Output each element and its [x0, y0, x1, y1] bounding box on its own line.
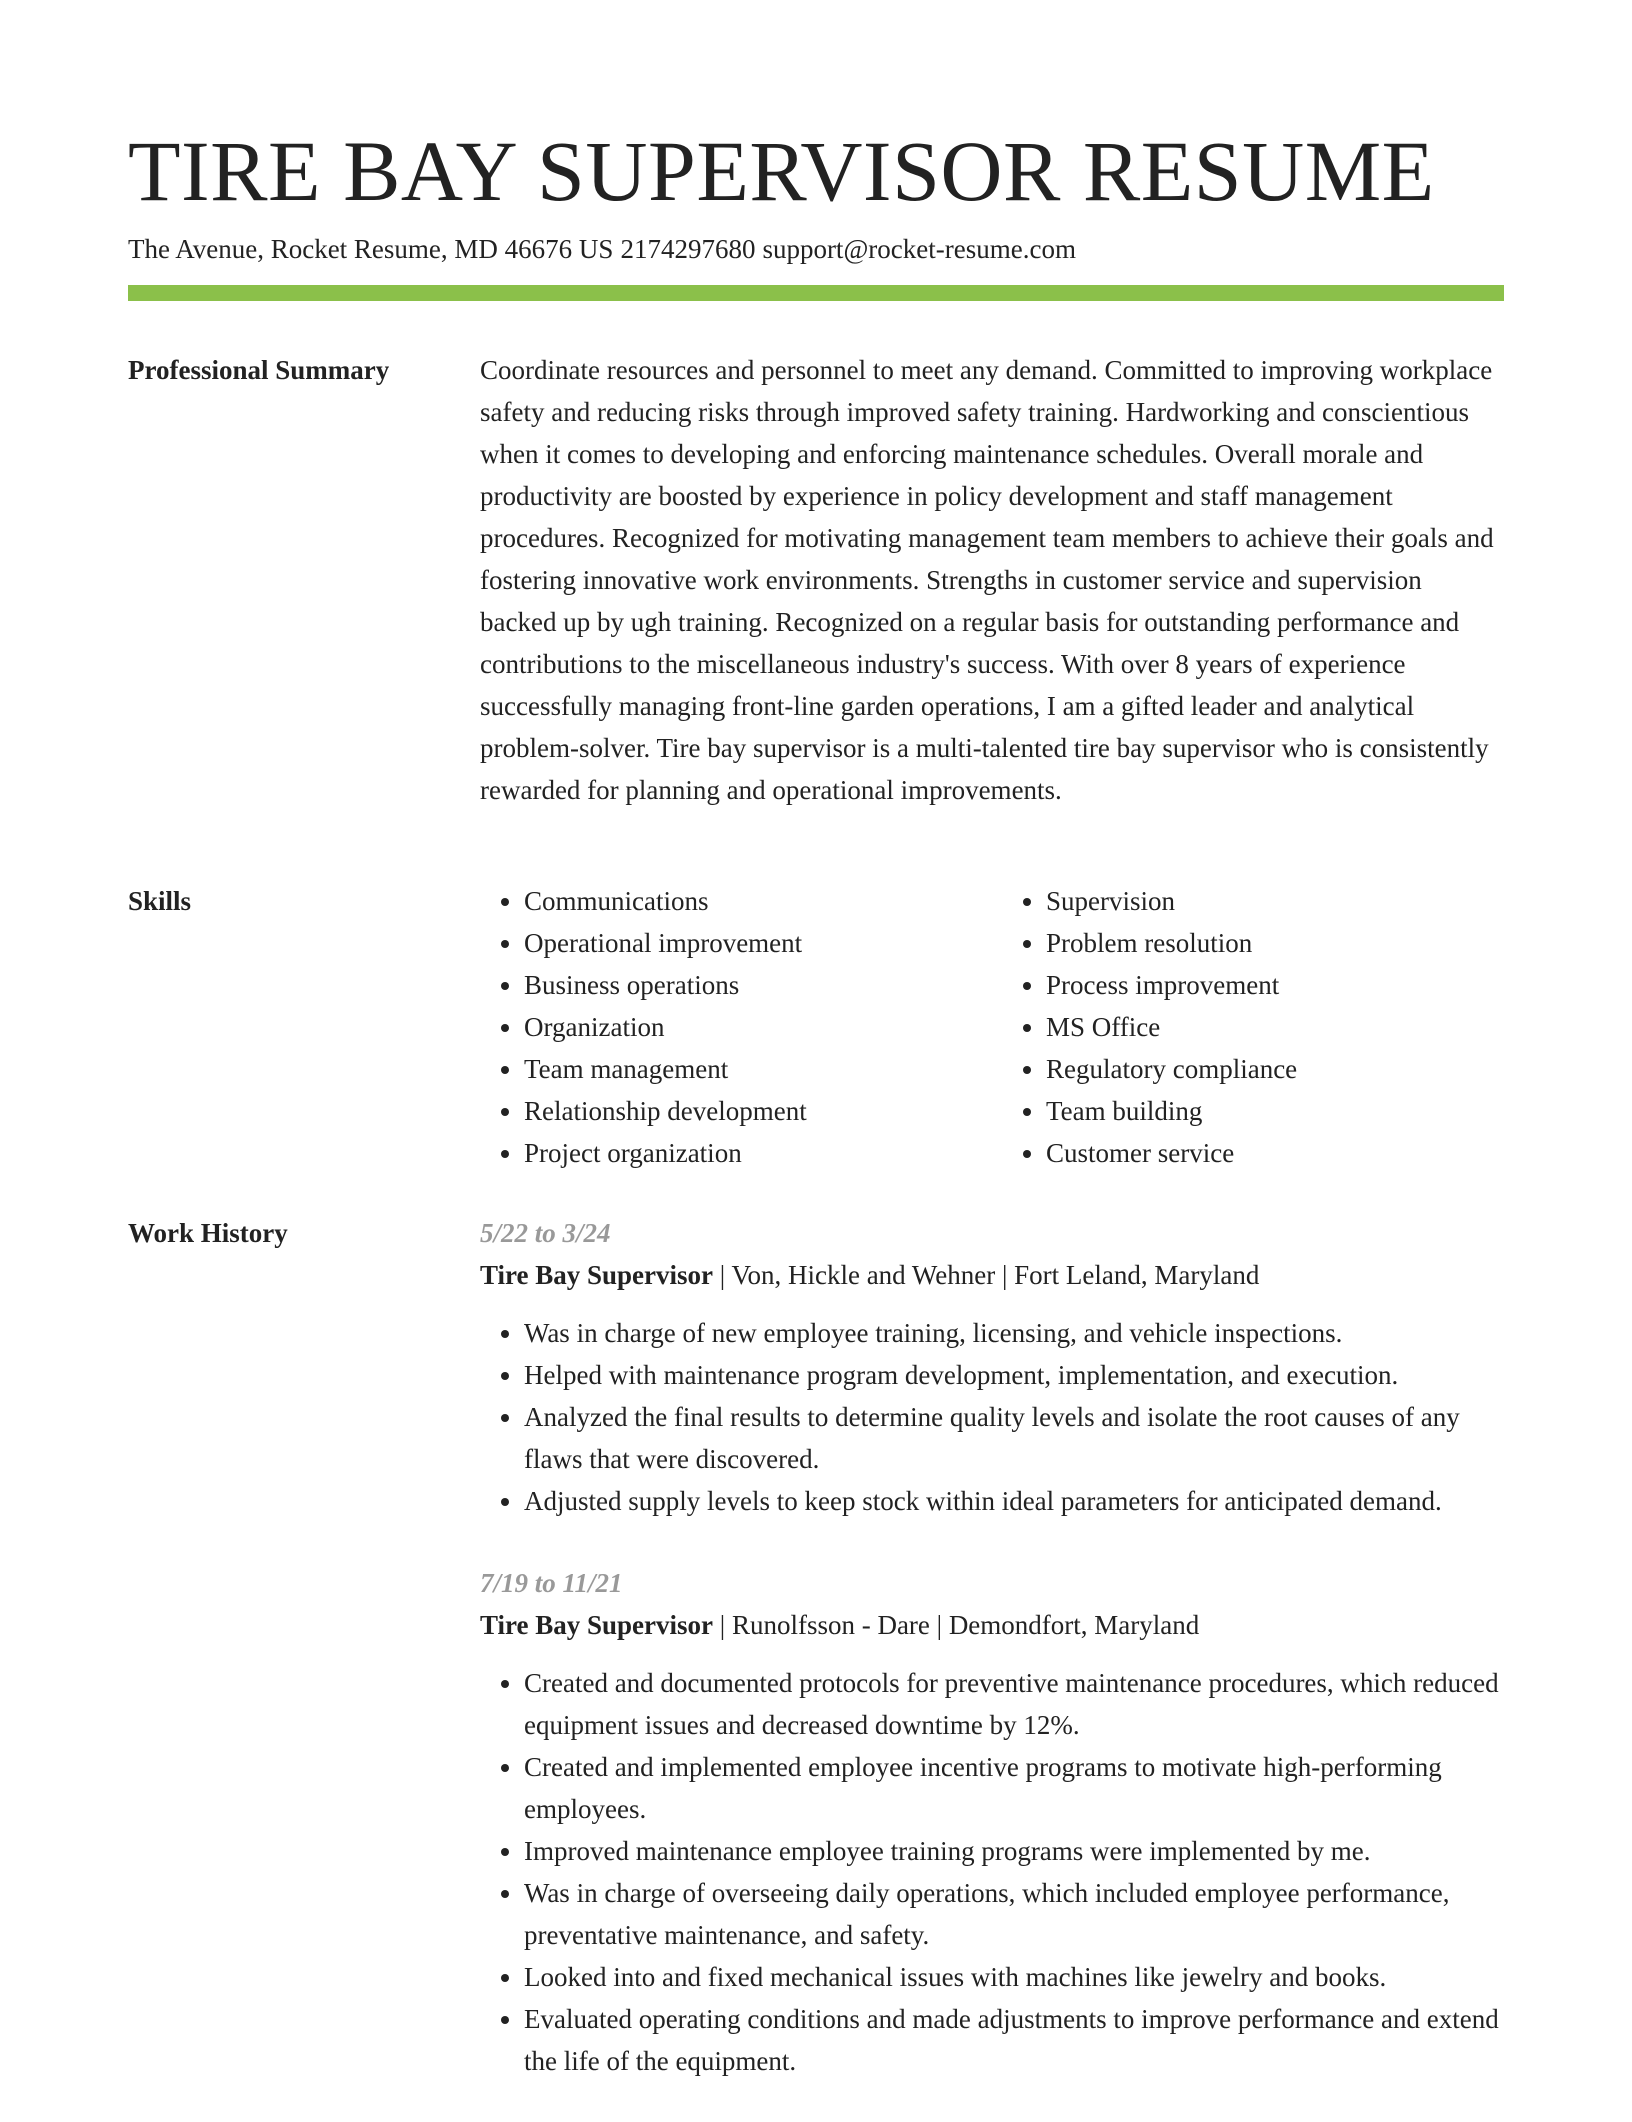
job-heading	[480, 1604, 1504, 1646]
job-separator: |	[1001, 1260, 1008, 1290]
skill-item: • Customer service	[1046, 1132, 1504, 1174]
job-separator: |	[936, 1610, 943, 1640]
job-separator: |	[719, 1610, 726, 1640]
professional-summary-body	[480, 349, 1504, 811]
professional-summary-label: Professional Summary	[128, 355, 390, 385]
header-accent-bar	[128, 285, 1504, 301]
job-bullets	[480, 1662, 1504, 2082]
skill-item: • MS Office	[1046, 1006, 1504, 1048]
job-title: Tire Bay Supervisor	[480, 1260, 714, 1290]
job-location: Demondfort, Maryland	[948, 1610, 1200, 1640]
job-title: Tire Bay Supervisor	[480, 1610, 714, 1640]
skill-item: • Communications	[524, 880, 982, 922]
job-bullet: • Analyzed the final results to determine quality levels and isolate the root causes of any flaws that were discovered.	[524, 1396, 1504, 1480]
contact-phone: 2174297680	[620, 234, 756, 264]
job-separator: |	[719, 1260, 726, 1290]
job-heading	[480, 1254, 1504, 1296]
job-bullet: • Helped with maintenance program development, implementation, and execution.	[524, 1354, 1504, 1396]
job-location: Fort Leland, Maryland	[1014, 1260, 1260, 1290]
job-bullet: • Was in charge of new employee training, licensing, and vehicle inspections.	[524, 1312, 1504, 1354]
professional-summary-text: Coordinate resources and personnel to meet any demand. Committed to improving workplace safety and reducing risks through improved safety training. Hardworking and conscientious when it comes to developing and enforcing maintenance schedules. Overall morale and productivity are boosted by experience in policy development and staff management procedures. Recognized for motivating management team members to achieve their goals and fostering innovative work environments. Strengths in customer service and supervision backed up by ugh training. Recognized on a regular basis for outstanding performance and contributions to the miscellaneous industry's success. With over 8 years of experience successfully managing front-line garden operations, I am a gifted leader and analytical problem-solver. Tire bay supervisor is a multi-talented tire bay supervisor who is consistently rewarded for planning and operational improvements.	[480, 355, 1494, 805]
job-bullet: • Was in charge of overseeing daily operations, which included employee performance, preventative maintenance, and safety.	[524, 1872, 1504, 1956]
contact-email: support@rocket-resume.com	[762, 234, 1076, 264]
skills-list-left	[480, 880, 982, 1174]
skills-label: Skills	[128, 886, 192, 916]
job-bullets	[480, 1312, 1504, 1522]
job-bullet: • Looked into and fixed mechanical issues with machines like jewelry and books.	[524, 1956, 1504, 1998]
job-bullet: • Created and documented protocols for preventive maintenance procedures, which reduced equipment issues and decreased downtime by 12%.	[524, 1662, 1504, 1746]
skill-item: • Business operations	[524, 964, 982, 1006]
skill-item: • Operational improvement	[524, 922, 982, 964]
resume-title: TIRE BAY SUPERVISOR RESUME	[128, 123, 1435, 219]
job-dates: 5/22 to 3/24	[480, 1218, 611, 1248]
skill-item: • Process improvement	[1046, 964, 1504, 1006]
skill-item: • Project organization	[524, 1132, 982, 1174]
skill-item: • Supervision	[1046, 880, 1504, 922]
skills-list-right	[1002, 880, 1504, 1174]
job-bullet: • Created and implemented employee incentive programs to motivate high-performing employees.	[524, 1746, 1504, 1830]
job-entry	[480, 1562, 1504, 2082]
skills-body	[480, 880, 1504, 1174]
job-bullet: • Adjusted supply levels to keep stock within ideal parameters for anticipated demand.	[524, 1480, 1504, 1522]
skill-item: • Regulatory compliance	[1046, 1048, 1504, 1090]
job-bullet: • Improved maintenance employee training programs were implemented by me.	[524, 1830, 1504, 1872]
job-dates: 7/19 to 11/21	[480, 1568, 623, 1598]
job-company: Runolfsson - Dare	[731, 1610, 930, 1640]
job-entry	[480, 1212, 1504, 1522]
contact-line	[128, 230, 1076, 268]
skill-item: • Team building	[1046, 1090, 1504, 1132]
contact-address: The Avenue, Rocket Resume, MD 46676 US	[128, 234, 614, 264]
work-history-label: Work History	[128, 1218, 288, 1248]
job-bullet: • Evaluated operating conditions and made adjustments to improve performance and extend the life of the equipment.	[524, 1998, 1504, 2082]
skill-item: • Problem resolution	[1046, 922, 1504, 964]
job-company: Von, Hickle and Wehner	[731, 1260, 996, 1290]
skills-columns	[480, 880, 1504, 1174]
skill-item: • Organization	[524, 1006, 982, 1048]
skill-item: • Team management	[524, 1048, 982, 1090]
work-history-body	[480, 1212, 1504, 2122]
skill-item: • Relationship development	[524, 1090, 982, 1132]
